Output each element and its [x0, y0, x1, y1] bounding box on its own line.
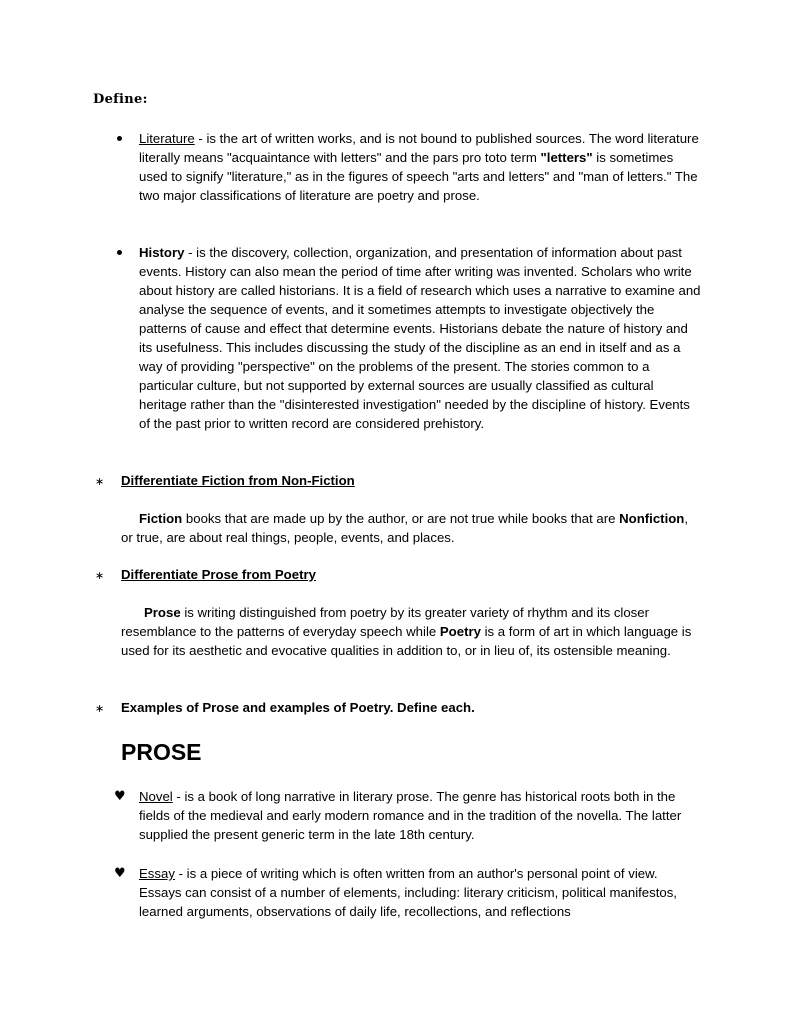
prose-poetry-heading [121, 565, 316, 584]
prose-poetry-paragraph [121, 603, 701, 660]
essay-definition [139, 864, 701, 921]
prose-title: PROSE [121, 739, 202, 765]
literature-text-2: is sometimes used to signify "literature," as in the figures of speech "arts and letters" and "man of letters." The two major classifications of literature are poetry and prose. [139, 150, 698, 203]
fiction-text-1: books that are made up by the author, or are not true while books that are [182, 511, 620, 526]
fiction-bold: Fiction [139, 511, 183, 526]
novel-text: - is a book of long narrative in literary prose. The genre has historical roots both in the fields of the medieval and early modern romance and in the tradition of the novella. The latter supplied the present generic term in the late 18th century. [139, 789, 682, 842]
history-text: - is the discovery, collection, organization, and presentation of information about past events. History can also mean the period of time after writing was invented. Scholars who write about history are called historians. It is a field of research which uses a narrative to examine and analyse the sequence of events, and it sometimes attempts to investigate objectively the patterns of cause and effect that determine events. Historians debate the nature of history and its usefulness. This includes discussing the study of the discipline as an end in itself and as a way of providing "perspective" on the problems of the present. The stories common to a particular culture, but not supported by external sources are usually classified as cultural heritage rather than the "disinterested investigation" needed by the discipline of history. Events of the past prior to written record are considered prehistory. [139, 245, 701, 431]
asterisk-icon: ∗ [95, 475, 105, 488]
heart-bullet-icon: ♥ [114, 789, 126, 804]
prose-bold: Prose [144, 605, 181, 620]
heart-bullet-icon: ♥ [114, 866, 126, 881]
novel-term: Novel [139, 789, 173, 804]
prose-text-1: is writing distinguished from poetry by its greater variety of rhythm and its closer resemblance to the patterns of everyday speech while [121, 605, 649, 639]
literature-definition [139, 129, 701, 205]
fiction-text-2: , or true, are about real things, people, events, and places. [121, 511, 689, 545]
define-heading: Define: [93, 92, 148, 107]
history-term: History [139, 245, 185, 260]
essay-text: - is a piece of writing which is often written from an author's personal point of view. Essays can consist of a number of elements, including: literary criticism, political manifestos, learned arguments, observations of daily life, recollections, and reflections [139, 866, 677, 919]
poetry-bold: Poetry [439, 624, 481, 639]
fiction-paragraph [121, 509, 701, 547]
prose-poetry-heading-text: Differentiate Prose from Poetry [121, 567, 316, 582]
nonfiction-bold: Nonfiction [619, 511, 685, 526]
letters-bold: "letters" [540, 150, 593, 165]
examples-heading: Examples of Prose and examples of Poetry. Define each. [121, 700, 475, 715]
literature-text-1: - is the art of written works, and is not bound to published sources. The word literature literally means "acquaintance with letters" and the pars pro toto term [139, 131, 699, 165]
bullet-dot-icon [114, 129, 124, 148]
literature-term: Literature [139, 131, 195, 146]
prose-text-2: is a form of art in which language is used for its aesthetic and evocative qualities in addition to, or in lieu of, its ostensible meaning. [121, 624, 692, 658]
bullet-dot-icon [114, 243, 124, 262]
history-definition [139, 243, 701, 433]
asterisk-icon: ∗ [95, 702, 105, 715]
fiction-heading-text: Differentiate Fiction from Non-Fiction [121, 473, 355, 488]
novel-definition [139, 787, 701, 844]
asterisk-icon: ∗ [95, 569, 105, 582]
fiction-heading [121, 471, 355, 490]
essay-term: Essay [139, 866, 175, 881]
